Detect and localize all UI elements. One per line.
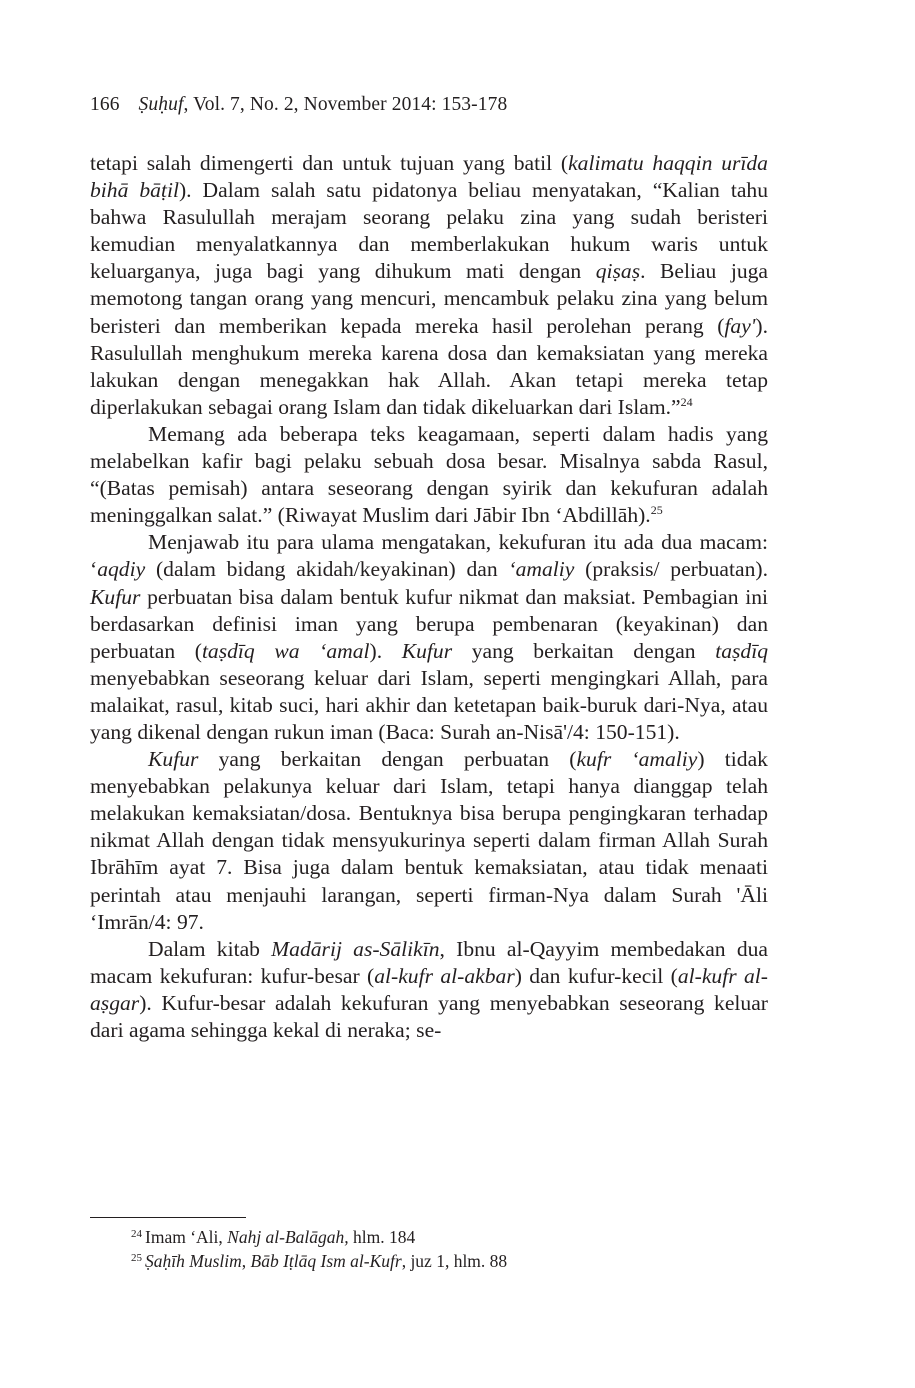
paragraph — [90, 936, 768, 1044]
italic-text: Ṣaḥīh Muslim — [145, 1251, 242, 1271]
text-run: Dalam kitab — [148, 936, 272, 961]
text-run: , — [241, 1251, 251, 1271]
body-text — [90, 150, 768, 1044]
text-run: . Beliau juga memotong tangan orang yang mencuri, mencambuk pelaku zina yang belum beristeri dan memberikan kepada mereka hasil perolehan perang ( — [90, 259, 769, 338]
paragraph — [90, 529, 768, 746]
footnote-number: 25 — [131, 1252, 142, 1264]
text-run: yang berkaitan dengan perbuatan ( — [198, 747, 577, 772]
text-run: Menjawab itu para ulama mengatakan, kekufuran itu ada dua macam: ‘ — [90, 530, 768, 582]
italic-text: Bāb Iṭlāq Ism al-Kufr — [250, 1251, 402, 1271]
text-run: yang berkaitan dengan — [452, 638, 716, 663]
text-run: ). Kufur-besar adalah kekufuran yang menyebabkan seseorang keluar dari agama sehingga kekal di neraka; se- — [90, 990, 768, 1042]
text-run: ) tidak menyebabkan pelakunya keluar dari Islam, tetapi hanya dianggap telah melakukan kemaksiatan/dosa. Bentuknya bisa berupa pengingkaran terhadap nikmat Allah dengan tidak mensyukurinya seperti dalam firman Allah Surah Ibrāhīm ayat 7. Bisa juga dalam bentuk kemaksiatan, atau tidak menaati perintah atau menjauhi larangan, seperti firman-Nya dalam Surah 'Āli ‘Imrān/4: 97. — [90, 747, 768, 934]
italic-text: kufr ‘amaliy — [576, 747, 698, 772]
italic-text: Kufur — [401, 638, 453, 663]
text-run: Memang ada beberapa teks keagamaan, seperti dalam hadis yang melabelkan kafir bagi pelaku sebuah dosa besar. Misalnya sabda Rasul, “(Batas pemisah) antara seseorang dengan syirik dan kekufuran adalah meninggalkan salat.” (Riwayat Muslim dari Jābir Ibn ‘Abdillāh). — [90, 421, 768, 528]
text-run: ) dan kufur-kecil ( — [514, 963, 678, 988]
text-run: menyebabkan seseorang keluar dari Islam, seperti mengingkari Allah, para malaikat, rasul, kitab suci, hari akhir dan ketetapan baik-buruk dari-Nya, atau yang dikenal dengan rukun iman (Baca: Surah an-Nisā'/4: 150-151). — [90, 665, 768, 744]
text-run: (dalam bidang akidah/keyakinan) dan — [145, 557, 509, 582]
text-run: ). Rasulullah menghukum mereka karena dosa dan kemaksiatan yang mereka lakukan dengan menegakkan hak Allah. Akan tetapi mereka tetap diperlakukan sebagai orang Islam dan tidak dikeluarkan dari Islam.” — [90, 313, 768, 419]
italic-text: Kufur — [148, 747, 199, 772]
text-run: , juz 1, hlm. 88 — [401, 1251, 508, 1271]
journal-title: Ṣuḥuf — [138, 94, 184, 115]
text-run: , Ibnu al-Qayyim membedakan dua macam kekufuran: kufur-besar ( — [90, 936, 768, 988]
footnote-number: 24 — [131, 1228, 142, 1240]
italic-text: fay' — [724, 313, 756, 338]
running-header — [90, 94, 507, 116]
footnote-ref: 24 — [680, 394, 693, 409]
paragraph — [90, 150, 768, 421]
paragraph — [90, 746, 768, 936]
italic-text: taṣdīq — [715, 638, 768, 663]
page-number: 166 — [90, 94, 120, 115]
text-run: hlm. 184 — [348, 1227, 416, 1247]
italic-text: Nahj al-Balāgah, — [227, 1227, 349, 1247]
text-run: ). Dalam salah satu pidatonya beliau menyatakan, “Kalian tahu bahwa Rasulullah merajam seorang pelaku zina yang sudah beristeri kemudian menyalatkannya dan memberlakukan hukum waris untuk keluarganya, juga bagi yang dihukum mati dengan — [90, 178, 768, 284]
journal-volume-info: , Vol. 7, No. 2, November 2014: 153-178 — [183, 94, 508, 115]
text-run: (praksis/ perbuatan). — [574, 557, 768, 582]
text-run: tetapi salah dimengerti dan untuk tujuan yang batil ( — [90, 151, 569, 175]
paragraph — [90, 421, 768, 529]
italic-text: qiṣaṣ — [595, 259, 641, 284]
italic-text: Kufur — [90, 584, 141, 609]
footnote — [131, 1249, 507, 1273]
text-run: perbuatan bisa dalam bentuk kufur nikmat dan maksiat. Pembagian ini berdasarkan definisi iman yang berupa pembenaran (keyakinan) dan perbuatan ( — [90, 584, 768, 663]
footnote-separator — [90, 1217, 246, 1218]
text-run: ). — [369, 638, 402, 663]
italic-text: aqdiy — [97, 557, 146, 582]
italic-text: taṣdīq wa ‘amal — [201, 638, 370, 663]
italic-text: ‘amaliy — [508, 557, 575, 582]
footnote — [131, 1225, 507, 1249]
footnotes — [131, 1225, 507, 1273]
italic-text: al-kufr al-aṣgar — [90, 963, 768, 1015]
footnote-ref: 25 — [650, 503, 663, 518]
italic-text: al-kufr al-akbar — [374, 963, 515, 988]
italic-text: kalimatu haqqin urīda bihā bāṭil — [90, 151, 768, 203]
italic-text: Madārij as-Sālikīn — [271, 936, 440, 961]
text-run: Imam ‘Ali, — [145, 1227, 228, 1247]
